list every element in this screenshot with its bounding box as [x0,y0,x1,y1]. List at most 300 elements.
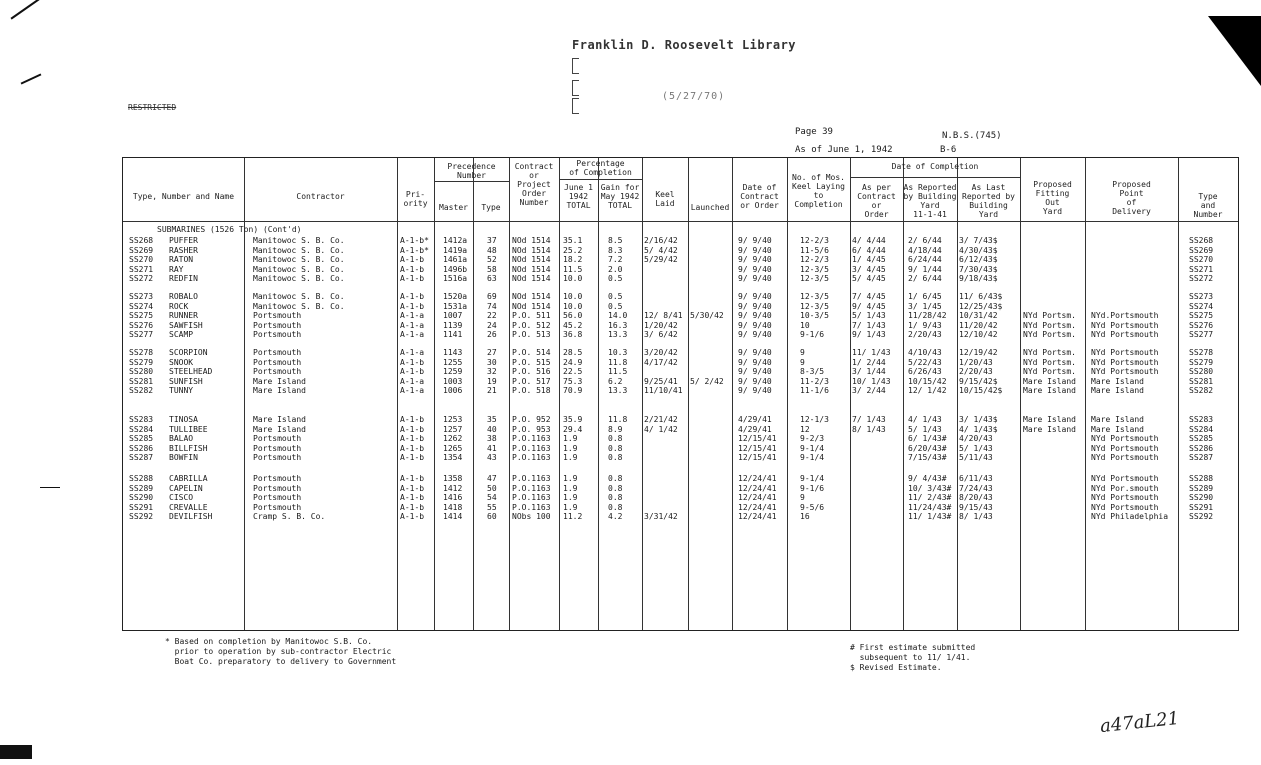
row-date-contract: 9/ 9/40 [738,292,772,301]
row-ship-name: DEVILFISH [169,512,213,522]
row-june-total: 1.9 [563,434,578,444]
row-contract: P.O.1163 [512,493,551,503]
row-priority: A-1-b [400,483,425,493]
table-row [123,434,1238,444]
row-keel-laid: 3/31/42 [644,512,678,522]
table-row [123,453,1238,463]
row-priority: A-1-b* [400,236,429,245]
archive-handwritten-number: a47aL21 [1099,707,1181,738]
row-june-total: 1.9 [563,502,578,512]
row-contract: P.O. 514 [512,348,551,357]
row-contractor: Manitowoc S. B. Co. [253,245,345,255]
row-contractor: Portsmouth [253,453,302,463]
col-header-launched: Launched [690,203,730,212]
row-as-last: 10/31/42 [959,311,998,321]
row-mos-keel: 16 [800,512,810,522]
row-hull-number: SS277 [129,330,154,340]
row-mos-keel: 9-1/4 [800,453,825,463]
row-hull-number: SS282 [129,386,154,396]
row-contractor: Manitowoc S. B. Co. [253,292,345,301]
row-contractor: Portsmouth [253,320,302,330]
row-contract: P.O.1163 [512,453,551,463]
row-june-total: 56.0 [563,311,583,321]
row-delivery: NYd Portsmouth [1091,367,1159,377]
scan-artifact [21,73,42,84]
row-type: 35 [487,415,497,424]
row-master: 1007 [443,311,463,321]
table-row [123,503,1238,513]
row-as-per-contract: 7/ 1/43 [852,320,886,330]
row-as-last: 4/ 1/43$ [959,424,998,434]
row-type-number: SS276 [1189,320,1214,330]
row-as-reported: 6/26/43 [908,367,942,377]
col-header-priority: Pri- ority [403,190,428,208]
row-keel-laid: 5/ 4/42 [644,245,678,255]
row-contract: NOd 1514 [512,274,551,284]
row-delivery: NYd Portsmouth [1091,330,1159,340]
row-fitting-out: Mare Island [1023,386,1076,396]
row-hull-number: SS268 [129,236,154,245]
row-delivery: NYd Philadelphia [1091,512,1169,522]
row-as-last: 4/20/43 [959,434,993,444]
table-row [123,444,1238,454]
table-row [123,348,1238,358]
row-contract: P.O.1163 [512,443,551,453]
row-date-contract: 9/ 9/40 [738,311,772,321]
row-june-total: 10.0 [563,274,583,284]
row-contractor: Portsmouth [253,357,302,367]
row-keel-laid: 3/20/42 [644,348,678,357]
sheet-code: B-6 [940,145,957,155]
row-contractor: Mare Island [253,386,306,396]
row-as-last: 12/10/42 [959,330,998,340]
row-date-contract: 9/ 9/40 [738,320,772,330]
row-as-per-contract: 3/ 1/44 [852,367,886,377]
row-gain-total: 7.2 [608,255,623,265]
row-june-total: 36.8 [563,330,583,340]
footnote-manitowoc: * Based on completion by Manitowoc S.B. Co. prior to operation by sub-contractor Electric Boat Co. preparatory to delivery to Government [165,637,397,666]
row-fitting-out: NYd Portsm. [1023,357,1076,367]
row-contract: P.O. 513 [512,330,551,340]
row-contract: P.O. 517 [512,376,551,386]
row-keel-laid: 3/ 6/42 [644,330,678,340]
row-as-last: 5/11/43 [959,453,993,463]
row-date-contract: 9/ 9/40 [738,367,772,377]
row-date-contract: 12/15/41 [738,434,777,444]
row-date-contract: 12/15/41 [738,443,777,453]
row-gain-total: 11.5 [608,367,628,377]
row-gain-total: 13.3 [608,330,628,340]
row-as-per-contract: 6/ 4/44 [852,245,886,255]
table-row [123,367,1238,377]
row-keel-laid: 4/ 1/42 [644,424,678,434]
row-type-number: SS288 [1189,474,1214,483]
row-june-total: 35.9 [563,415,583,424]
row-mos-keel: 12 [800,424,810,434]
col-header-date-completion: Date of Completion [891,162,979,171]
col-header-as-per-contract: As per Contract or Order [857,183,896,219]
row-contractor: Portsmouth [253,434,302,444]
row-as-reported: 6/ 1/43# [908,434,947,444]
row-master: 1265 [443,443,463,453]
row-type: 54 [487,493,497,503]
row-contractor: Mare Island [253,415,306,424]
row-mos-keel: 9 [800,357,805,367]
row-hull-number: SS280 [129,367,154,377]
row-delivery: NYd Portsmouth [1091,348,1159,357]
row-type-number: SS292 [1189,512,1214,522]
col-header-type-number-name: Type, Number and Name [132,192,235,201]
row-type: 47 [487,474,497,483]
row-hull-number: SS273 [129,292,154,301]
row-gain-total: 0.8 [608,443,623,453]
row-priority: A-1-b [400,474,425,483]
row-delivery: NYd Portsmouth [1091,357,1159,367]
row-as-reported: 4/18/44 [908,245,942,255]
row-priority: A-1-b [400,434,425,444]
row-keel-laid: 4/17/42 [644,357,678,367]
row-contract: P.O.1163 [512,434,551,444]
row-ship-name: TINOSA [169,415,198,424]
row-hull-number: SS288 [129,474,154,483]
row-mos-keel: 9-1/4 [800,443,825,453]
row-june-total: 45.2 [563,320,583,330]
row-delivery: NYd Portsmouth [1091,443,1159,453]
row-type-number: SS273 [1189,292,1214,301]
row-june-total: 10.0 [563,292,583,301]
row-delivery: NYd Portsmouth [1091,320,1159,330]
row-type-number: SS286 [1189,443,1214,453]
row-june-total: 70.9 [563,386,583,396]
row-contractor: Portsmouth [253,348,302,357]
row-priority: A-1-b [400,264,425,274]
col-header-precedence: Precedence Number [447,162,496,180]
row-master: 1531a [443,301,468,311]
row-priority: A-1-b [400,274,425,284]
row-gain-total: 16.3 [608,320,628,330]
table-row [123,236,1238,246]
table-row [123,474,1238,484]
col-header-master: Master [439,203,468,212]
row-launched: 5/30/42 [690,311,724,321]
row-hull-number: SS290 [129,493,154,503]
row-gain-total: 0.8 [608,483,623,493]
row-june-total: 1.9 [563,493,578,503]
construction-ledger-table [122,157,1239,631]
row-master: 1003 [443,376,463,386]
row-as-last: 1/20/43 [959,357,993,367]
row-delivery: NYd Portsmouth [1091,502,1159,512]
row-contractor: Mare Island [253,376,306,386]
row-contract: P.O. 518 [512,386,551,396]
row-as-per-contract: 10/ 1/43 [852,376,891,386]
row-hull-number: SS271 [129,264,154,274]
row-fitting-out: NYd Portsm. [1023,348,1076,357]
col-header-percentage: Percentage of Completion [569,159,632,177]
row-as-per-contract: 3/ 4/45 [852,264,886,274]
row-hull-number: SS276 [129,320,154,330]
table-row [123,493,1238,503]
row-launched: 5/ 2/42 [690,376,724,386]
col-header-june-total: June 1 1942 TOTAL [564,183,593,210]
row-master: 1259 [443,367,463,377]
row-contract: P.O. 511 [512,311,551,321]
table-row [123,330,1238,340]
col-header-gain-total: Gain for May 1942 TOTAL [600,183,640,210]
table-row [123,358,1238,368]
col-header-as-last: As Last Reported by Building Yard [962,183,1015,219]
row-hull-number: SS292 [129,512,154,522]
row-type: 52 [487,255,497,265]
row-priority: A-1-b [400,292,425,301]
row-master: 1006 [443,386,463,396]
row-delivery: NYd Portsmouth [1091,434,1159,444]
row-gain-total: 0.8 [608,474,623,483]
col-header-mos-keel: No. of Mos. Keel Laying to Completion [792,173,845,209]
row-as-last: 7/24/43 [959,483,993,493]
row-contract: P.O. 512 [512,320,551,330]
col-header-contract-number: Contract or Project Order Number [514,162,554,207]
row-delivery: NYd Portsmouth [1091,453,1159,463]
table-row [123,311,1238,321]
row-as-per-contract: 5/ 4/45 [852,274,886,284]
row-type-number: SS278 [1189,348,1214,357]
row-type: 38 [487,434,497,444]
row-as-last: 9/15/42$ [959,376,998,386]
row-priority: A-1-b [400,367,425,377]
row-gain-total: 11.8 [608,357,628,367]
row-as-last: 12/19/42 [959,348,998,357]
row-as-per-contract: 1/ 4/45 [852,255,886,265]
row-mos-keel: 11-5/6 [800,245,829,255]
row-priority: A-1-a [400,376,425,386]
row-as-last: 4/30/43$ [959,245,998,255]
row-june-total: 1.9 [563,453,578,463]
row-ship-name: SAWFISH [169,320,203,330]
row-date-contract: 9/ 9/40 [738,348,772,357]
row-priority: A-1-b* [400,245,429,255]
row-contract: NOd 1514 [512,245,551,255]
row-type-number: SS270 [1189,255,1214,265]
row-type: 32 [487,367,497,377]
row-as-reported: 12/ 1/42 [908,386,947,396]
row-type-number: SS269 [1189,245,1214,255]
row-june-total: 29.4 [563,424,583,434]
row-delivery: NYd Por.smouth [1091,483,1159,493]
scan-artifact [11,0,40,20]
row-gain-total: 0.5 [608,301,623,311]
row-june-total: 11.5 [563,264,583,274]
row-delivery: Mare Island [1091,376,1144,386]
row-type: 55 [487,502,497,512]
row-as-last: 3/ 7/43$ [959,236,998,245]
row-keel-laid: 5/29/42 [644,255,678,265]
row-as-reported: 10/15/42 [908,376,947,386]
row-as-reported: 3/ 1/45 [908,301,942,311]
row-fitting-out: Mare Island [1023,376,1076,386]
row-fitting-out: NYd Portsm. [1023,311,1076,321]
row-mos-keel: 9-1/6 [800,483,825,493]
row-ship-name: SNOOK [169,357,194,367]
row-priority: A-1-b [400,424,425,434]
row-priority: A-1-b [400,415,425,424]
row-date-contract: 9/ 9/40 [738,301,772,311]
row-as-last: 9/18/43$ [959,274,998,284]
row-master: 1461a [443,255,468,265]
row-type: 58 [487,264,497,274]
classification-mark: RESTRICTED [128,103,177,112]
col-header-type: Type [481,203,501,212]
page-number: Page 39 [795,127,833,137]
row-as-reported: 2/ 6/44 [908,236,942,245]
library-stamp: Franklin D. Roosevelt Library [572,38,797,52]
row-as-last: 8/20/43 [959,493,993,503]
row-as-reported: 4/ 1/43 [908,415,942,424]
row-as-reported: 11/ 2/43# [908,493,952,503]
row-master: 1520a [443,292,468,301]
row-type-number: SS284 [1189,424,1214,434]
row-type-number: SS290 [1189,493,1214,503]
row-ship-name: BALAO [169,434,194,444]
row-type-number: SS289 [1189,483,1214,493]
row-master: 1419a [443,245,468,255]
row-priority: A-1-b [400,255,425,265]
row-contract: NOd 1514 [512,255,551,265]
row-as-per-contract: 8/ 1/43 [852,424,886,434]
row-type: 24 [487,320,497,330]
row-contract: P.O. 953 [512,424,551,434]
declass-reference: (5/27/70) [662,91,726,102]
table-row [123,265,1238,275]
row-gain-total: 13.3 [608,386,628,396]
row-as-per-contract: 1/ 2/44 [852,357,886,367]
row-june-total: 28.5 [563,348,583,357]
row-type-number: SS271 [1189,264,1214,274]
row-june-total: 24.9 [563,357,583,367]
row-june-total: 25.2 [563,245,583,255]
table-row [123,246,1238,256]
row-gain-total: 8.5 [608,236,623,245]
row-type-number: SS279 [1189,357,1214,367]
row-as-last: 6/11/43 [959,474,993,483]
row-gain-total: 11.8 [608,415,628,424]
row-master: 1143 [443,348,463,357]
row-date-contract: 4/29/41 [738,424,772,434]
row-gain-total: 0.5 [608,274,623,284]
table-row [123,484,1238,494]
row-ship-name: TUNNY [169,386,194,396]
row-type: 27 [487,348,497,357]
row-as-reported: 1/ 6/45 [908,292,942,301]
row-type: 48 [487,245,497,255]
row-hull-number: SS279 [129,357,154,367]
row-keel-laid: 12/ 8/41 [644,311,683,321]
row-june-total: 35.1 [563,236,583,245]
row-gain-total: 8.3 [608,245,623,255]
row-type-number: SS280 [1189,367,1214,377]
row-date-contract: 9/ 9/40 [738,264,772,274]
row-type: 30 [487,357,497,367]
row-hull-number: SS275 [129,311,154,321]
row-as-reported: 4/10/43 [908,348,942,357]
row-mos-keel: 8-3/5 [800,367,825,377]
row-priority: A-1-b [400,512,425,522]
row-date-contract: 12/24/41 [738,483,777,493]
row-type-number: SS275 [1189,311,1214,321]
row-hull-number: SS278 [129,348,154,357]
row-type: 21 [487,386,497,396]
row-type-number: SS287 [1189,453,1214,463]
row-type: 22 [487,311,497,321]
row-june-total: 1.9 [563,474,578,483]
row-delivery: NYd.Portsmouth [1091,311,1159,321]
row-type: 50 [487,483,497,493]
row-hull-number: SS281 [129,376,154,386]
row-contractor: Portsmouth [253,493,302,503]
row-contract: P.O.1163 [512,474,551,483]
row-hull-number: SS270 [129,255,154,265]
row-master: 1496b [443,264,468,274]
row-as-last: 10/15/42$ [959,386,1003,396]
row-type-number: SS291 [1189,502,1214,512]
row-keel-laid: 2/16/42 [644,236,678,245]
row-mos-keel: 10 [800,320,810,330]
row-priority: A-1-b [400,357,425,367]
row-mos-keel: 12-3/5 [800,301,829,311]
row-gain-total: 8.9 [608,424,623,434]
row-ship-name: ROCK [169,301,189,311]
row-as-per-contract: 5/ 1/43 [852,311,886,321]
row-mos-keel: 9 [800,348,805,357]
row-contractor: Portsmouth [253,443,302,453]
row-delivery: Mare Island [1091,424,1144,434]
row-as-per-contract: 11/ 1/43 [852,348,891,357]
row-hull-number: SS272 [129,274,154,284]
row-mos-keel: 12-2/3 [800,236,829,245]
row-master: 1418 [443,502,463,512]
row-as-reported: 11/24/43# [908,502,952,512]
row-gain-total: 0.8 [608,453,623,463]
row-as-reported: 6/20/43# [908,443,947,453]
row-june-total: 1.9 [563,483,578,493]
row-gain-total: 10.3 [608,348,628,357]
row-ship-name: BOWFIN [169,453,198,463]
row-as-last: 12/25/43$ [959,301,1003,311]
table-row [123,386,1238,396]
row-contractor: Portsmouth [253,502,302,512]
group-title: SUBMARINES (1526 Ton) (Cont'd) [157,225,302,234]
row-gain-total: 4.2 [608,512,623,522]
row-priority: A-1-a [400,386,425,396]
row-date-contract: 9/ 9/40 [738,274,772,284]
row-as-reported: 1/ 9/43 [908,320,942,330]
row-keel-laid: 9/25/41 [644,376,678,386]
row-contractor: Manitowoc S. B. Co. [253,236,345,245]
corner-mark [1208,16,1261,86]
row-contract: NOd 1514 [512,301,551,311]
row-type-number: SS268 [1189,236,1214,245]
row-contractor: Portsmouth [253,311,302,321]
row-june-total: 1.9 [563,443,578,453]
row-ship-name: CAPELIN [169,483,203,493]
col-header-as-reported: As Reported by Building Yard 11-1-41 [903,183,957,219]
row-type-number: SS277 [1189,330,1214,340]
row-date-contract: 12/24/41 [738,502,777,512]
col-header-type-number: Type and Number [1193,192,1223,219]
row-gain-total: 0.5 [608,292,623,301]
row-as-reported: 10/ 3/43# [908,483,952,493]
row-type-number: SS272 [1189,274,1214,284]
